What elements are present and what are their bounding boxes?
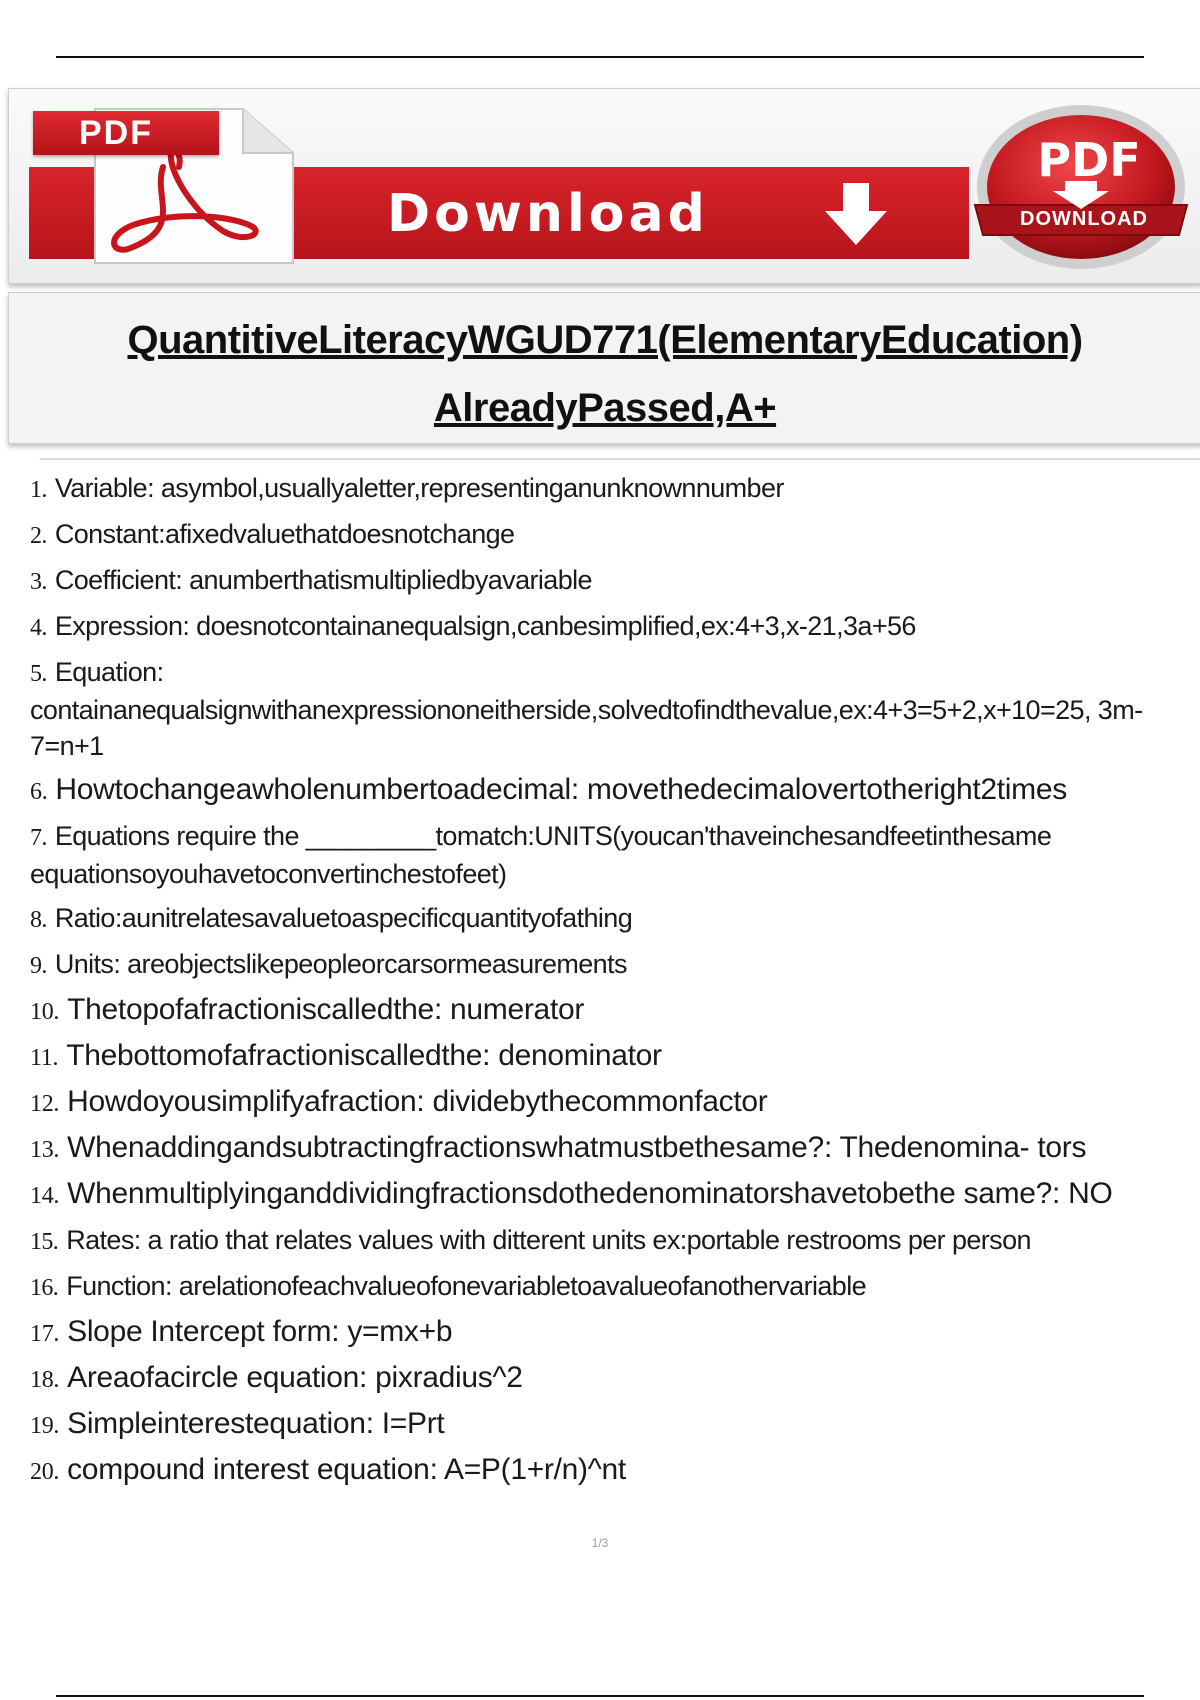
list-item: [30, 1222, 1150, 1260]
item-number: 5.: [30, 661, 47, 687]
item-term: Function:: [66, 1271, 172, 1301]
list-item: [30, 516, 1150, 554]
badge-pdf-text: PDF: [1037, 133, 1141, 187]
item-term: Slope Intercept form:: [67, 1315, 340, 1348]
item-term: Ratio:: [54, 903, 122, 933]
list-item: [30, 946, 1150, 984]
item-term: Whenaddingandsubtractingfractionswhatmustbethesame?:: [67, 1131, 832, 1164]
top-rule: [56, 56, 1144, 58]
item-term: Rates:: [66, 1225, 141, 1255]
flashcard-list: [30, 470, 1150, 1498]
item-term: Expression:: [54, 611, 190, 641]
item-definition: movethedecimalovertotheright2times: [578, 773, 1067, 806]
item-number: 19.: [30, 1413, 60, 1439]
item-definition: tomatch:UNITS(youcan'thaveinchesandfeetinthesame equationsoyouhavetoconvertinchestofeet): [30, 821, 1052, 889]
item-definition: pixradius^2: [367, 1361, 523, 1394]
item-term: Whenmultiplyinganddividingfractionsdothedenominatorshavetobethe same?:: [67, 1177, 1061, 1210]
pdf-download-badge-icon[interactable]: [967, 101, 1195, 273]
item-definition: areobjectslikepeopleorcarsormeasurements: [120, 949, 627, 979]
item-definition: a ratio that relates values with ditterent units ex:portable restrooms per person: [140, 1225, 1031, 1255]
list-item: [30, 562, 1150, 600]
page-number: 1/3: [591, 1536, 609, 1550]
item-definition: denominator: [490, 1039, 662, 1072]
item-definition: asymbol,usuallyaletter,representinganunknownnumber: [153, 473, 784, 503]
badge-download-text: DOWNLOAD: [1020, 208, 1148, 230]
list-item: [30, 654, 1150, 764]
item-definition: Thedenomina- tors: [831, 1131, 1087, 1164]
item-number: 2.: [30, 523, 47, 549]
item-definition: doesnotcontainanequalsign,canbesimplified,ex:4+3,x-21,3a+56: [189, 611, 916, 641]
list-item: [30, 1268, 1150, 1306]
item-number: 20.: [30, 1459, 60, 1485]
list-item: [30, 900, 1150, 938]
download-label[interactable]: Download: [387, 184, 709, 244]
item-term: Equations require the _________: [54, 821, 436, 851]
item-definition: y=mx+b: [339, 1315, 453, 1348]
item-definition: I=Prt: [373, 1407, 445, 1440]
document-title-line-1: QuantitiveLiteracyWGUD771(ElementaryEducation): [127, 318, 1083, 362]
item-definition: dividebythecommonfactor: [424, 1085, 768, 1118]
list-item: [30, 818, 1150, 892]
list-item: [30, 1360, 1150, 1398]
item-number: 16.: [30, 1275, 59, 1301]
list-item: [30, 772, 1150, 810]
item-term: compound interest equation:: [67, 1453, 438, 1486]
item-number: 18.: [30, 1367, 60, 1393]
item-number: 14.: [30, 1183, 60, 1209]
list-item: [30, 992, 1150, 1030]
download-arrow-icon[interactable]: [821, 181, 891, 247]
item-term: Thebottomofafractioniscalledthe:: [66, 1039, 491, 1072]
document-title-line-2: AlreadyPassed,A+: [433, 386, 777, 430]
item-term: Constant:: [54, 519, 165, 549]
item-number: 9.: [30, 953, 47, 979]
item-number: 8.: [30, 907, 47, 933]
item-number: 11.: [30, 1045, 59, 1071]
item-term: Simpleinterestequation:: [67, 1407, 374, 1440]
list-item: [30, 608, 1150, 646]
item-number: 4.: [30, 615, 47, 641]
list-item: [30, 1130, 1150, 1168]
list-item: [30, 1406, 1150, 1444]
item-definition: containanequalsignwithanexpressiononeitherside,solvedtofindthevalue,ex:4+3=5+2,x+10=25, 3m-7=n+1: [30, 695, 1143, 761]
item-definition: anumberthatismultipliedbyavariable: [182, 565, 592, 595]
item-definition: afixedvaluethatdoesnotchange: [164, 519, 515, 549]
pdf-download-banner[interactable]: [8, 88, 1200, 284]
list-item: [30, 1176, 1150, 1214]
divider: [40, 458, 1200, 460]
item-number: 17.: [30, 1321, 60, 1347]
list-item: [30, 470, 1150, 508]
item-term: Areaofacircle equation:: [67, 1361, 368, 1394]
item-definition: aunitrelatesavaluetoaspecificquantityofathing: [121, 903, 633, 933]
item-number: 15.: [30, 1229, 59, 1255]
item-term: Coefficient:: [54, 565, 183, 595]
item-definition: numerator: [441, 993, 585, 1026]
item-definition: A=P(1+r/n)^nt: [437, 1453, 626, 1486]
item-number: 10.: [30, 999, 60, 1025]
item-term: Thetopofafractioniscalledthe:: [67, 993, 442, 1026]
pdf-tag: PDF: [33, 111, 219, 155]
item-number: 6.: [30, 779, 48, 805]
item-term: Variable:: [54, 473, 154, 503]
item-term: Howdoyousimplifyafraction:: [67, 1085, 425, 1118]
list-item: [30, 1452, 1150, 1490]
item-definition: NO: [1060, 1177, 1113, 1210]
item-number: 1.: [30, 477, 47, 503]
list-item: [30, 1084, 1150, 1122]
list-item: [30, 1038, 1150, 1076]
bottom-rule: [56, 1695, 1144, 1697]
title-box: [8, 292, 1200, 444]
item-number: 3.: [30, 569, 47, 595]
list-item: [30, 1314, 1150, 1352]
item-term: Units:: [54, 949, 121, 979]
item-number: 7.: [30, 825, 47, 851]
item-number: 13.: [30, 1137, 60, 1163]
item-number: 12.: [30, 1091, 60, 1117]
item-term: Equation:: [54, 657, 164, 687]
item-term: Howtochangeawholenumbertoadecimal:: [55, 773, 579, 806]
item-definition: arelationofeachvalueofonevariabletoavalueofanothervariable: [171, 1271, 867, 1301]
